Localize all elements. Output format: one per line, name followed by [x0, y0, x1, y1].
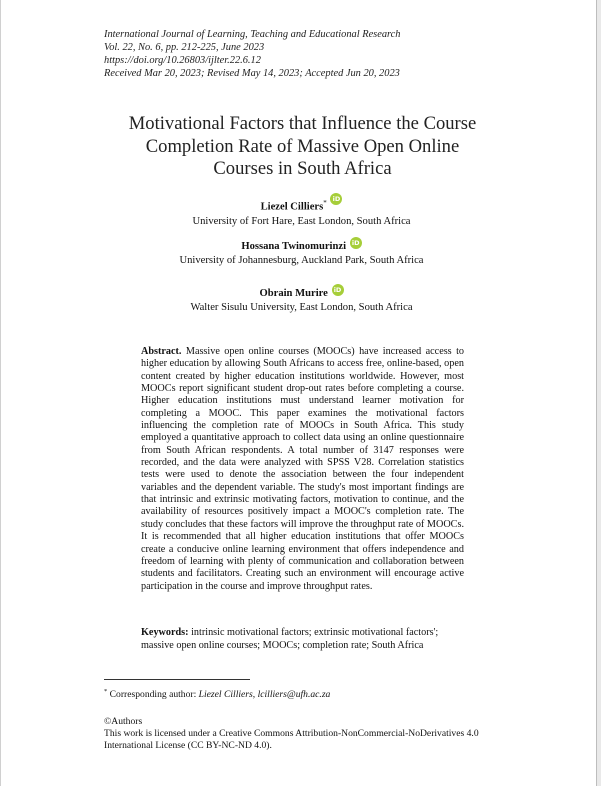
- license: [104, 716, 504, 752]
- orcid-icon[interactable]: iD: [330, 193, 342, 205]
- author-name: Obrain Murire: [259, 288, 328, 299]
- orcid-icon[interactable]: iD: [332, 284, 344, 296]
- author-affiliation: Walter Sisulu University, East London, South Africa: [190, 302, 413, 313]
- author-2: [1, 240, 601, 268]
- title-line: Courses in South Africa: [213, 158, 392, 180]
- copyright: ©Authors: [104, 716, 143, 727]
- journal-dates: Received Mar 20, 2023; Revised May 14, 2023; Accepted Jun 20, 2023: [104, 67, 400, 79]
- journal-header: [104, 29, 401, 81]
- footnote-label: Corresponding author:: [109, 689, 197, 701]
- author-name: Hossana Twinomurinzi: [241, 241, 347, 252]
- paper-title: [61, 113, 544, 181]
- abstract-text: Massive open online courses (MOOCs) have increased access to higher education by allowing South Africans to access free, online-based, open content created by higher education institutions worldwide. However, most MOOCs report significant student drop-out rates before completing a course. Higher education institutions must understand learner motivation for completing a MOOC. This paper examines the motivational factors influencing the completion rate of MOOCs in South Africa. This study employed a quantitative approach to collect data using an online questionnaire from South African respondents. A total number of 3147 responses were recorded, and the data were analyzed with SPSS V28. Correlation statistics tests were used to denote the association between the four independent variables and the dependent variable. The study's most important findings are that intrinsic and extrinsic motivating factors, motivation to continue, and the availability of resources positively impact a MOOC's completion rate. The study concludes that these factors will improve the throughput rate of MOOCs. It is recommended that all higher education institutions that offer MOOCs create a conducive online learning environment that offers independence and freedom of learning with plenty of communication and collaboration between students and facilitators. Creating such an environment will encourage active participation in the course and improve throughput rates.: [141, 346, 464, 592]
- license-text: This work is licensed under a Creative Commons Attribution-NonCommercial-NoDerivatives 4.0 International License (CC BY-NC-ND 4.0).: [104, 727, 479, 751]
- title-line: Completion Rate of Massive Open Online: [145, 135, 460, 157]
- keywords-label: Keywords:: [141, 627, 189, 638]
- footnote: [104, 686, 330, 701]
- author-1: [1, 196, 601, 229]
- abstract-label: Abstract.: [141, 346, 182, 357]
- orcid-icon[interactable]: iD: [350, 237, 362, 249]
- journal-name: International Journal of Learning, Teaching and Educational Research: [104, 29, 401, 40]
- footnote-divider: [104, 679, 250, 680]
- journal-doi[interactable]: https://doi.org/10.26803/ijlter.22.6.12: [104, 54, 261, 66]
- title-line: Motivational Factors that Influence the Course: [128, 113, 477, 134]
- keywords-text: intrinsic motivational factors; extrinsic motivational factors'; massive open online courses; MOOCs; completion rate; South Africa: [141, 627, 439, 651]
- author-3: [1, 287, 601, 315]
- abstract: [141, 346, 464, 593]
- corresponding-marker: *: [323, 199, 327, 207]
- author-affiliation: University of Johannesburg, Auckland Park, South Africa: [179, 255, 424, 266]
- journal-volume: Vol. 22, No. 6, pp. 212-225, June 2023: [104, 41, 265, 53]
- author-affiliation: University of Fort Hare, East London, South Africa: [192, 215, 411, 227]
- footnote-marker: *: [104, 688, 108, 695]
- author-name: Liezel Cilliers: [260, 201, 324, 213]
- footnote-author[interactable]: Liezel Cilliers, lcilliers@ufh.ac.za: [198, 689, 331, 701]
- keywords: [141, 627, 464, 652]
